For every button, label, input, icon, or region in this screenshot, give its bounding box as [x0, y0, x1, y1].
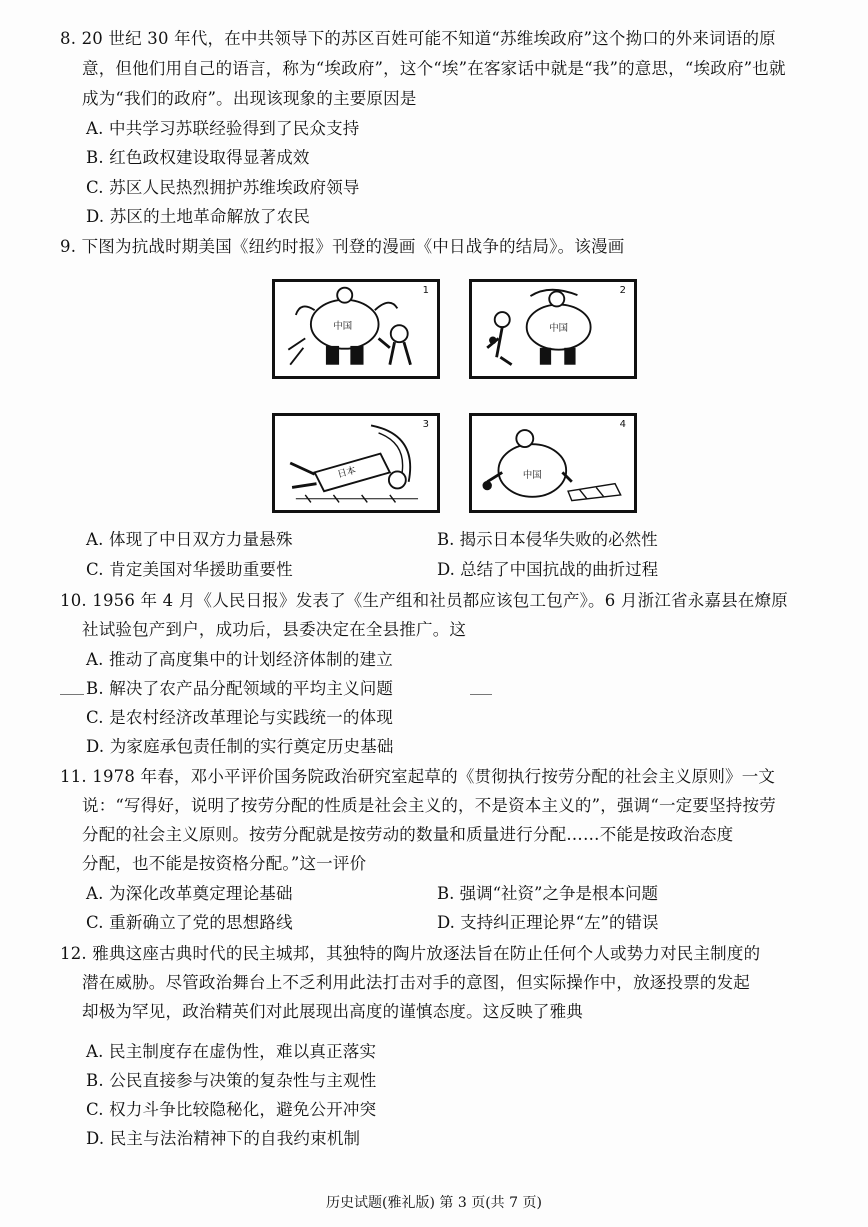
comic-drawing-1	[275, 282, 437, 376]
q10-option-c: C. 是农村经济改革理论与实践统一的体现	[86, 708, 394, 727]
comic-panel-1	[272, 279, 440, 379]
q10-option-b: B. 解决了农产品分配领域的平均主义问题	[86, 679, 394, 698]
q10-option-d: D. 为家庭承包责任制的实行奠定历史基础	[86, 737, 394, 756]
panel-label: 中国	[522, 470, 542, 482]
scan-mark	[470, 694, 492, 695]
q10-option-a: A. 推动了高度集中的计划经济体制的建立	[86, 650, 393, 669]
q9-stem-line1: 9. 下图为抗战时期美国《纽约时报》刊登的漫画《中日战争的结局》。该漫画	[60, 237, 625, 256]
q8-option-b: B. 红色政权建设取得显著成效	[86, 148, 310, 167]
comic-drawing-2	[472, 282, 634, 376]
q8-stem-line3: 成为“我们的政府”。出现该现象的主要原因是	[82, 89, 417, 108]
q10-stem-line1: 10. 1956 年 4 月《人民日报》发表了《生产组和社员都应该包工包产》。6 月浙江省永嘉县在燎原	[60, 591, 788, 610]
q12-option-b: B. 公民直接参与决策的复杂性与主观性	[86, 1071, 377, 1090]
q11-stem-line2: 说：“写得好，说明了按劳分配的性质是社会主义的，不是资本主义的”，强调“一定要坚持按劳	[82, 796, 776, 815]
scan-mark	[60, 694, 84, 695]
q9-option-d: D. 总结了中国抗战的曲折过程	[437, 560, 659, 579]
q11-stem-line3: 分配的社会主义原则。按劳分配就是按劳动的数量和质量进行分配……不能是按政治态度	[82, 825, 734, 844]
comic-drawing-4	[472, 416, 634, 510]
comic-panel-2	[469, 279, 637, 379]
q11-option-c: C. 重新确立了党的思想路线	[86, 913, 293, 932]
q8-option-c: C. 苏区人民热烈拥护苏维埃政府领导	[86, 178, 360, 197]
q12-option-d: D. 民主与法治精神下的自我约束机制	[86, 1129, 361, 1148]
q8-option-d: D. 苏区的土地革命解放了农民	[86, 207, 311, 226]
q8-option-a: A. 中共学习苏联经验得到了民众支持	[86, 119, 360, 138]
panel-label: 中国	[549, 322, 569, 334]
q10-stem-line2: 社试验包产到户，成功后，县委决定在全县推广。这	[82, 620, 467, 639]
page-footer: 历史试题(雅礼版) 第 3 页(共 7 页)	[326, 1195, 542, 1211]
q9-option-c: C. 肯定美国对华援助重要性	[86, 560, 293, 579]
panel-label: 中国	[333, 321, 353, 332]
comic-panel-4	[469, 413, 637, 513]
q12-option-a: A. 民主制度存在虚伪性，难以真正落实	[86, 1042, 377, 1061]
q12-option-c: C. 权力斗争比较隐秘化，避免公开冲突	[86, 1100, 377, 1119]
q12-stem-line3: 却极为罕见，政治精英们对此展现出高度的谨慎态度。这反映了雅典	[82, 1002, 583, 1021]
q11-option-d: D. 支持纠正理论界“左”的错误	[437, 913, 659, 932]
comic-panel-3	[272, 413, 440, 513]
q11-option-a: A. 为深化改革奠定理论基础	[86, 884, 293, 903]
q9-option-b: B. 揭示日本侵华失败的必然性	[437, 530, 658, 549]
q12-stem-line2: 潜在威胁。尽管政治舞台上不乏利用此法打击对手的意图，但实际操作中，放逐投票的发起	[82, 973, 750, 992]
comic-drawing-3	[275, 416, 437, 510]
panel-number: 2	[619, 285, 626, 296]
q8-stem-line2: 意，但他们用自己的语言，称为“埃政府”，这个“埃”在客家话中就是“我”的意思，“埃政府”也就	[82, 59, 786, 78]
panel-number: 1	[422, 285, 429, 296]
q11-stem-line1: 11. 1978 年春，邓小平评价国务院政治研究室起草的《贯彻执行按劳分配的社会主义原则》一文	[60, 767, 776, 786]
panel-number: 3	[422, 419, 429, 430]
panel-number: 4	[619, 419, 626, 430]
q12-stem-line1: 12. 雅典这座古典时代的民主城邦，其独特的陶片放逐法旨在防止任何个人或势力对民主制度的	[60, 944, 761, 963]
q11-option-b: B. 强调“社资”之争是根本问题	[437, 884, 658, 903]
q11-stem-line4: 分配，也不能是按资格分配。”这一评价	[82, 854, 367, 873]
q9-option-a: A. 体现了中日双方力量悬殊	[86, 530, 293, 549]
panel-label: 日本	[336, 464, 358, 481]
q8-stem-line1: 8. 20 世纪 30 年代，在中共领导下的苏区百姓可能不知道“苏维埃政府”这个拗口的外来词语的原	[60, 29, 776, 48]
